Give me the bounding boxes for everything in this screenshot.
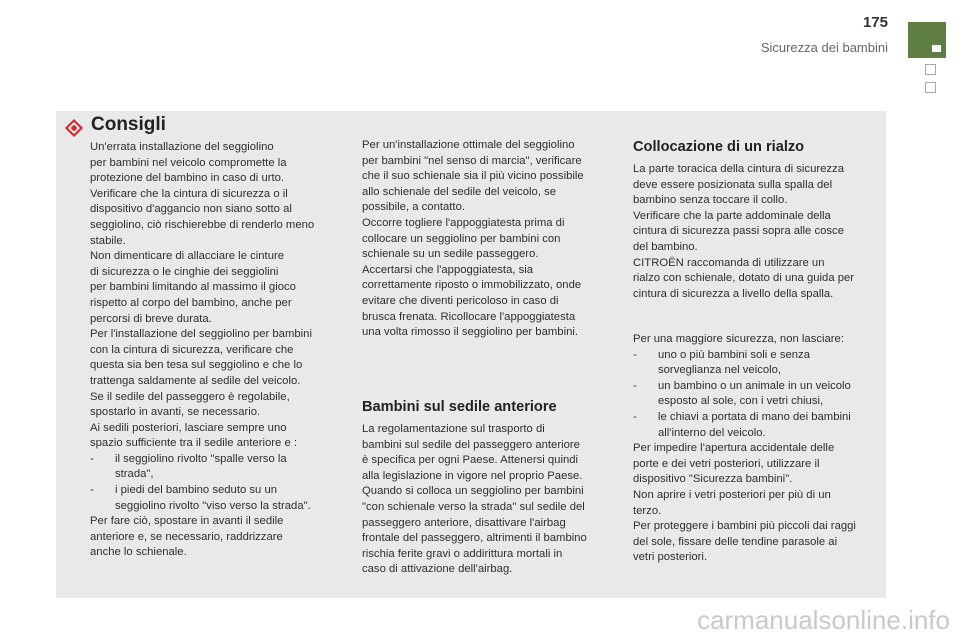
text-line: seggiolino, ciò rischierebbe di renderlo meno (90, 218, 315, 231)
text-line: Per proteggere i bambini più piccoli dai raggi (633, 520, 856, 533)
text-line: allo schienale del sedile del veicolo, se (362, 185, 557, 198)
text-line: "con schienale verso la strada" sul sedile del (362, 500, 585, 513)
text-line: Occorre togliere l'appoggiatesta prima di (362, 216, 565, 229)
text-line: anteriore e, se necessario, raddrizzare (90, 530, 283, 543)
advice-panel (56, 111, 886, 598)
bullet-dash: - (633, 348, 637, 361)
text-line: Per impedire l'apertura accidentale delle (633, 442, 835, 455)
text-line: Non dimenticare di allacciare le cinture (90, 250, 285, 263)
text-line: Un'errata installazione del seggiolino (90, 141, 274, 153)
text-line: collocare un seggiolino per bambini con (362, 232, 561, 245)
bullet-item (633, 410, 878, 441)
text-line: Per fare ciò, spostare in avanti il sedile (90, 515, 284, 528)
text-line: dispositivo d'aggancio non siano sotto al (90, 203, 292, 216)
text-line: di sicurezza o le cinghie dei seggiolini (90, 265, 279, 278)
bullet-item (90, 452, 345, 483)
text-line: CITROËN raccomanda di utilizzare un (633, 256, 825, 269)
text-line: bambini sul sedile del passeggero anteriore (362, 438, 580, 451)
text-line: Quando si colloca un seggiolino per bambini (362, 485, 584, 498)
bullet-dash: - (90, 484, 94, 497)
text-line: per bambini limitando al massimo il gioco (90, 281, 296, 294)
chapter-tab (908, 22, 946, 58)
text-line: Accertarsi che l'appoggiatesta, sia (362, 263, 534, 276)
text-line: che il suo schienale sia il più vicino possibile (362, 170, 584, 183)
text-line: cintura di sicurezza a livello della spalla. (633, 287, 834, 300)
advice-column-1 (90, 140, 345, 561)
text-line: del bambino. (633, 240, 698, 253)
text-line: deve essere posizionata sulla spalla del (633, 178, 833, 191)
text-line: terzo. (633, 504, 662, 517)
bullet-dash: - (90, 452, 94, 465)
text-line: La regolamentazione sul trasporto di (362, 423, 545, 435)
text-line: protezione del bambino in caso di urto. (90, 172, 285, 185)
text-line: bambino senza toccare il collo. (633, 194, 788, 207)
safety-intro: Per una maggiore sicurezza, non lasciare: (633, 333, 844, 345)
text-line: spostarlo in avanti, se necessario. (90, 406, 261, 419)
text-line: correttamente riposto o immobilizzato, onde (362, 279, 582, 292)
text-line: Non aprire i vetri posteriori per più di un (633, 488, 831, 501)
text-line: passeggero anteriore, disattivare l'airbag (362, 516, 566, 529)
text-line: dispositivo "Sicurezza bambini". (633, 473, 793, 486)
bullet-line: il seggiolino rivolto "spalle verso la (115, 452, 287, 465)
bullet-dash: - (633, 379, 637, 392)
text-line: spazio sufficiente tra il sedile anteriore e : (90, 437, 298, 450)
chapter-marker-2 (925, 82, 936, 93)
text-line: porte e dei vetri posteriori, utilizzare il (633, 457, 820, 470)
text-line: vetri posteriori. (633, 551, 708, 564)
text-line: Verificare che la parte addominale della (633, 209, 831, 222)
text-line: Per un'installazione ottimale del seggiolino (362, 139, 575, 151)
bullet-dash: - (633, 410, 637, 423)
bullet-line: le chiavi a portata di mano dei bambini (658, 410, 851, 423)
text-line: alla legislazione in vigore nel proprio Paese. (362, 469, 583, 482)
text-line: rischia ferite gravi o addirittura mortali in (362, 547, 563, 560)
text-line: stabile. (90, 234, 126, 247)
bullet-line: un bambino o un animale in un veicolo (658, 379, 851, 392)
text-line: Per l'installazione del seggiolino per bambini (90, 328, 312, 341)
front-seat-section (362, 398, 614, 578)
text-line: è specifica per ogni Paese. Attenersi quindi (362, 454, 579, 467)
bullet-item (633, 348, 878, 379)
safety-section (633, 332, 878, 566)
text-line: una volta rimosso il seggiolino per bambini. (362, 326, 579, 339)
bullet-line: strada", (115, 468, 154, 481)
text-line: del sole, fissare delle tendine parasole ai (633, 535, 838, 548)
text-line: brusca frenata. Ricollocare l'appoggiatesta (362, 310, 576, 323)
bullet-item (90, 483, 345, 514)
watermark: carmanualsonline.info (697, 605, 950, 635)
text-line: frontale del passeggero, altrimenti il bambino (362, 532, 587, 545)
bullet-line: sorveglianza nel veicolo, (658, 364, 782, 377)
text-line: con la cintura di sicurezza, verificare che (90, 343, 294, 356)
chapter-marker-1 (925, 64, 936, 75)
text-line: caso di attivazione dell'airbag. (362, 563, 513, 576)
text-line: per bambini "nel senso di marcia", verificare (362, 154, 582, 167)
text-line: evitare che diventi pericoloso in caso di (362, 294, 559, 307)
text-line: percorsi di breve durata. (90, 312, 212, 325)
text-line: anche lo schienale. (90, 546, 187, 559)
text-line: trattenga saldamente al sedile del veicolo. (90, 374, 301, 387)
text-line: questa sia ben tesa sul seggiolino e che lo (90, 359, 303, 372)
text-line: rispetto al corpo del bambino, anche per (90, 296, 292, 309)
chapter-tab-marker (932, 45, 941, 52)
text-line: per bambini nel veicolo compromette la (90, 156, 287, 169)
bullet-item (633, 379, 878, 410)
bullet-line: uno o più bambini soli e senza (658, 348, 810, 361)
text-line: La parte toracica della cintura di sicurezza (633, 163, 844, 175)
bullet-line: all'interno del veicolo. (658, 426, 766, 439)
section-label: Sicurezza dei bambini (760, 40, 888, 55)
warning-icon (64, 118, 84, 138)
advice-column-2 (362, 138, 614, 341)
front-seat-heading: Bambini sul sedile anteriore (362, 399, 557, 415)
panel-title: Consigli (91, 114, 166, 135)
bullet-line: i piedi del bambino seduto su un (115, 484, 278, 497)
bullet-line: seggiolino rivolto "viso verso la strada". (115, 499, 311, 512)
text-line: Se il sedile del passeggero è regolabile, (90, 390, 290, 403)
booster-section (633, 138, 878, 302)
text-line: possibile, a contatto. (362, 201, 465, 214)
booster-heading: Collocazione di un rialzo (633, 139, 805, 155)
text-line: Ai sedili posteriori, lasciare sempre uno (90, 421, 287, 434)
text-line: rialzo con schienale, dotato di una guida per (633, 272, 855, 285)
bullet-line: esposto al sole, con i vetri chiusi, (658, 395, 824, 408)
text-line: schienale su un sedile passeggero. (362, 248, 539, 261)
text-line: cintura di sicurezza passi sopra alle cosce (633, 225, 844, 238)
text-line: Verificare che la cintura di sicurezza o il (90, 187, 288, 200)
page-number: 175 (862, 14, 888, 31)
